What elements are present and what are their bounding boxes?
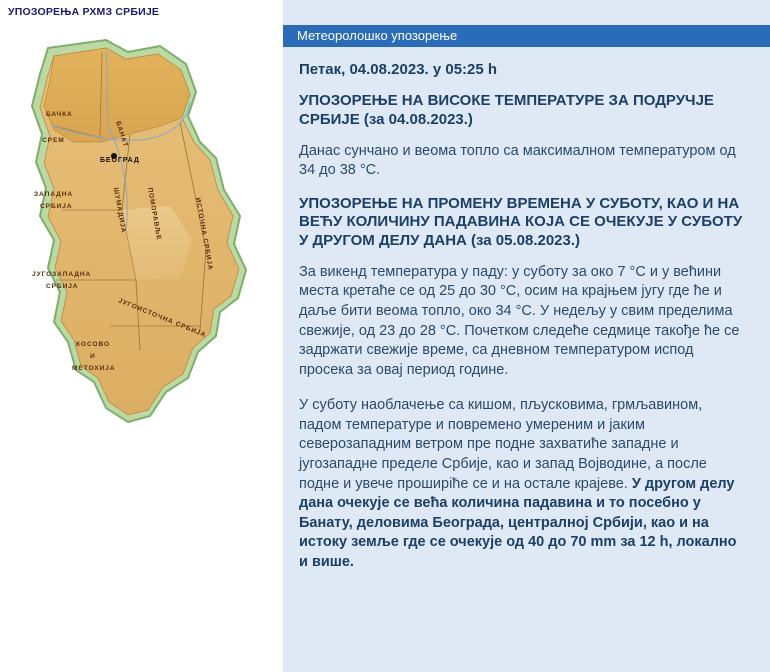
map-label-jugoistocna: ЈУГОИСТОЧНА СРБИЈА — [117, 297, 208, 340]
map-label-banat: БАНАТ — [114, 120, 130, 149]
map-label-backa: БАЧКА — [46, 111, 73, 118]
paragraph-saturday — [299, 396, 748, 572]
panel-header — [283, 25, 770, 47]
map-label-kosovo-2: И — [90, 353, 96, 360]
map-label-srem: СРЕМ — [42, 137, 65, 144]
map-label-kosovo-1: КОСОВО — [76, 341, 111, 348]
map-label-kosovo-3: МЕТОХИЈА — [72, 365, 116, 372]
paragraph-today: Данас сунчано и веома топло са максималном температуром од 34 до 38 °С. — [299, 142, 736, 179]
map-label-jugozapadna-1: ЈУГОЗАПАДНА — [32, 271, 92, 278]
map-label-zapadna-srbija-2: СРБИЈА — [40, 203, 73, 210]
page-title: УПОЗОРЕЊА РХМЗ СРБИЈЕ — [8, 6, 160, 18]
map-label-zapadna-srbija: ЗАПАДНА — [34, 191, 74, 198]
left-column — [0, 0, 283, 672]
map-label-beograd: БЕОГРАД — [100, 157, 140, 164]
map-label-pomoravlje: ПОМОРАВЉЕ — [146, 187, 163, 242]
panel-header-title: Метеоролошко упозорење — [297, 28, 458, 43]
map-label-istocna-srbija: ИСТОЧНА СРБИЈА — [194, 197, 214, 272]
paragraph-weekend: За викенд температура у паду: у суботу за око 7 °С и у већини места кретаће се од 25 до 30 °С, осим на крајњем југу где ће и даље бити веома топло, око 34 °С. У недељу у свим пределима свежије, од 23 до 28 °С. Почетком следеће седмице такође ће се задржати свежије време, са дневном температуром испод просека за овај период године. — [299, 263, 740, 378]
map-label-jugozapadna-2: СРБИЈА — [46, 283, 79, 290]
warning-panel — [283, 0, 770, 672]
map-label-sumadija: ШУМАДИЈА — [112, 187, 127, 234]
warning-heading-weather-change: УПОЗОРЕЊЕ НА ПРОМЕНУ ВРЕМЕНА У СУБОТУ, КАО И НА ВЕЋУ КОЛИЧИНУ ПАДАВИНА КОЈА СЕ ОЧЕКУЈЕ У СУБОТУ У ДРУГОМ ДЕЛУ ДАНА (за 05.08.2023.) — [299, 194, 743, 250]
warning-heading-temperature: УПОЗОРЕЊЕ НА ВИСОКЕ ТЕМПЕРАТУРЕ ЗА ПОДРУЧЈЕ СРБИЈЕ (за 04.08.2023.) — [299, 92, 714, 128]
paragraph-saturday-bold: У другом делу дана очекује се већа количина падавина и то посебно у Банату, деловима Београда, централној Србији, као и на истоку земље где се очекује од 40 до 70 mm за 12 h, локално и више. — [299, 475, 737, 570]
paragraph-saturday-normal: У суботу наоблачење са кишом, пљусковима, грмљавином, падом температуре и повремено умереним и јаким северозападним ветром пре подне захватиће западне и југозападне пределе Србије, као и запад Војводине, а после подне и увече проширiће се и на остале крајеве. — [299, 397, 707, 492]
panel-content — [283, 47, 770, 672]
serbia-map — [10, 30, 275, 450]
dateline: Петак, 04.08.2023. у 05:25 h — [299, 61, 498, 78]
